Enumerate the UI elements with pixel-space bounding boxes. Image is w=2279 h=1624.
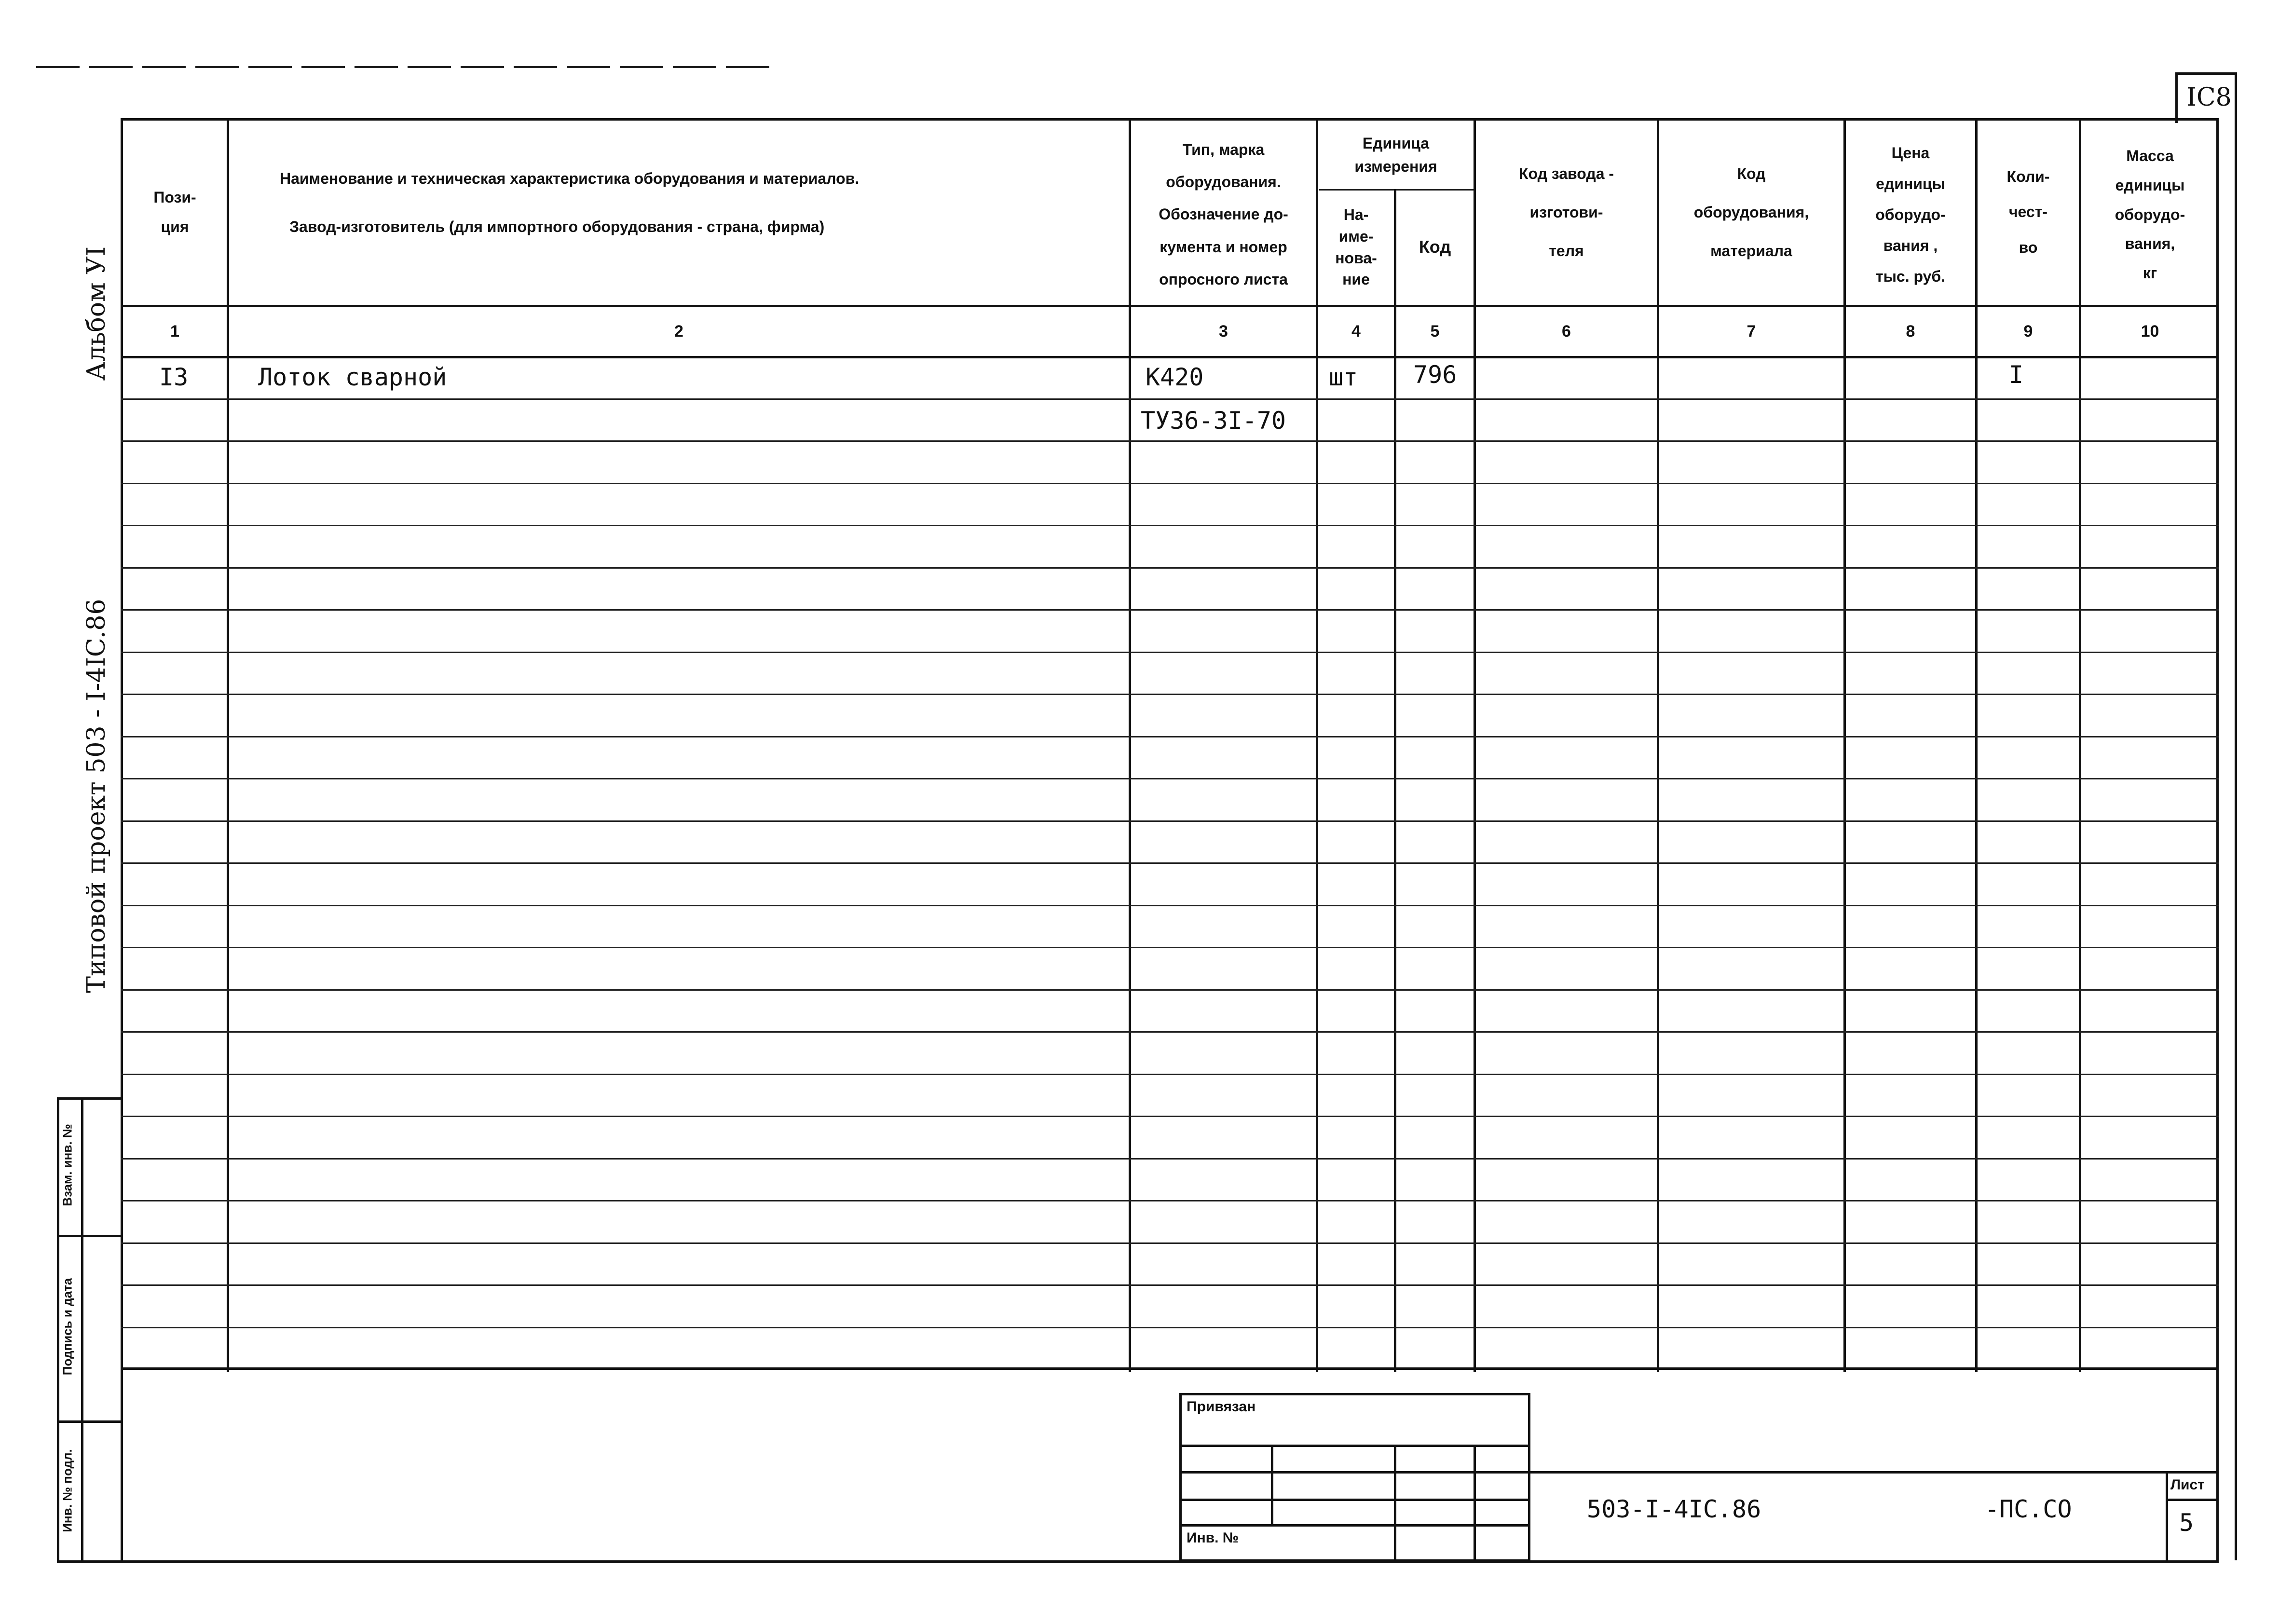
colnum-7: 7 <box>1747 322 1756 341</box>
row-line <box>121 1031 2219 1033</box>
row-line <box>121 736 2219 737</box>
header-type: Тип, марка оборудования. Обозначение до- кумента и номер опросного листа <box>1159 141 1288 288</box>
stamp-inner-line <box>81 1097 83 1563</box>
row1-type: К420 <box>1146 363 1204 391</box>
row-line <box>121 1327 2219 1328</box>
header-unit-group: Единица измерения <box>1354 135 1437 175</box>
col-line-4 <box>1394 189 1396 1372</box>
colnum-9: 9 <box>2023 322 2033 341</box>
top-border-line <box>36 66 772 68</box>
attached-label: Привязан <box>1187 1399 1256 1415</box>
colnum-1: 1 <box>170 322 179 341</box>
header-equipment-code: Код оборудования, материала <box>1693 165 1809 259</box>
col-line-9 <box>2079 118 2081 1372</box>
attached-line-4 <box>1179 1524 1530 1527</box>
inv-no-label: Инв. № <box>1187 1530 1239 1546</box>
stamp-inv-orig: Инв. № подл. <box>60 1449 75 1532</box>
row-line <box>121 905 2219 906</box>
project-label: Типовой проект 503 - I-4IC.86 <box>82 599 111 993</box>
colnum-8: 8 <box>1906 322 1915 341</box>
colnum-5: 5 <box>1430 322 1440 341</box>
colnum-bottom-line <box>121 356 2219 358</box>
header-factory-code: Код завода - изготови- теля <box>1518 165 1614 259</box>
sheet-label: Лист <box>2170 1477 2205 1493</box>
sheet-box-divider <box>2166 1499 2219 1501</box>
frame-right <box>2235 121 2237 1560</box>
header-price: Цена единицы оборудо- вания , тыс. руб. <box>1875 144 1946 285</box>
row-line <box>121 1284 2219 1286</box>
attached-line-1 <box>1179 1445 1530 1447</box>
row-line <box>121 989 2219 991</box>
row-line <box>121 1200 2219 1201</box>
attached-vline-2 <box>1394 1445 1396 1562</box>
row-line <box>121 1158 2219 1160</box>
col-line-3 <box>1316 118 1318 1372</box>
attached-vline-1 <box>1271 1445 1273 1524</box>
row-line <box>121 440 2219 442</box>
header-mass: Масса единицы оборудо- вания, кг <box>2115 147 2185 282</box>
row-line <box>121 1116 2219 1117</box>
colnum-6: 6 <box>1562 322 1571 341</box>
row-line <box>121 609 2219 611</box>
row-line <box>121 483 2219 484</box>
col-line-7 <box>1843 118 1846 1372</box>
row-line <box>121 398 2219 400</box>
row-line <box>121 1074 2219 1075</box>
sheet-box-left <box>2166 1471 2168 1562</box>
row2-type: ТУ36-3I-70 <box>1141 407 1286 435</box>
col-line-2 <box>1129 118 1131 1372</box>
row-line <box>121 1242 2219 1244</box>
sheet-number: 5 <box>2179 1509 2194 1537</box>
document-code: 503-I-4IC.86 <box>1587 1495 1761 1523</box>
row-line <box>121 820 2219 822</box>
header-position: Пози- ция <box>153 189 196 235</box>
page-number: IC8 <box>2186 83 2232 112</box>
header-unit-name: На- име- нова- ние <box>1335 205 1377 288</box>
row-line <box>121 862 2219 864</box>
document-suffix: -ПС.СО <box>1985 1495 2072 1523</box>
colnum-4: 4 <box>1351 322 1361 341</box>
row-line <box>121 694 2219 695</box>
attached-line-2 <box>1179 1471 1530 1474</box>
stamp-sign-date: Подпись и дата <box>60 1278 75 1376</box>
row1-position: I3 <box>159 363 189 391</box>
stamp-inv-replace: Взам. инв. № <box>60 1124 75 1206</box>
colnum-3: 3 <box>1219 322 1228 341</box>
attached-line-3 <box>1179 1499 1530 1501</box>
row-line <box>121 947 2219 948</box>
colnum-2: 2 <box>674 322 683 341</box>
row-line <box>121 778 2219 779</box>
album-label: Альбом УI <box>82 246 111 381</box>
header-name-line2: Завод-изготовитель (для импортного оборудования - страна, фирма) <box>289 218 825 235</box>
row-line <box>121 567 2219 569</box>
table-bottom-line <box>121 1367 2219 1370</box>
row1-unit-code: 796 <box>1413 361 1457 389</box>
stamp-top-line <box>1530 1471 2219 1474</box>
header-quantity: Коли- чест- во <box>2006 167 2050 256</box>
col-line-1 <box>227 118 229 1372</box>
attached-vline-3 <box>1474 1445 1476 1562</box>
col-line-6 <box>1657 118 1659 1372</box>
header-unit-code: Код <box>1419 237 1451 257</box>
row-line <box>121 525 2219 526</box>
header-name-line1: Наименование и техническая характеристика оборудования и материалов. <box>280 169 860 187</box>
row1-name: Лоток сварной <box>258 363 447 391</box>
row1-quantity: I <box>2009 361 2024 389</box>
row-line <box>121 652 2219 653</box>
col-line-5 <box>1474 118 1476 1372</box>
col-line-8 <box>1975 118 1978 1372</box>
colnum-10: 10 <box>2141 322 2159 341</box>
row1-unit: шт <box>1329 363 1358 391</box>
